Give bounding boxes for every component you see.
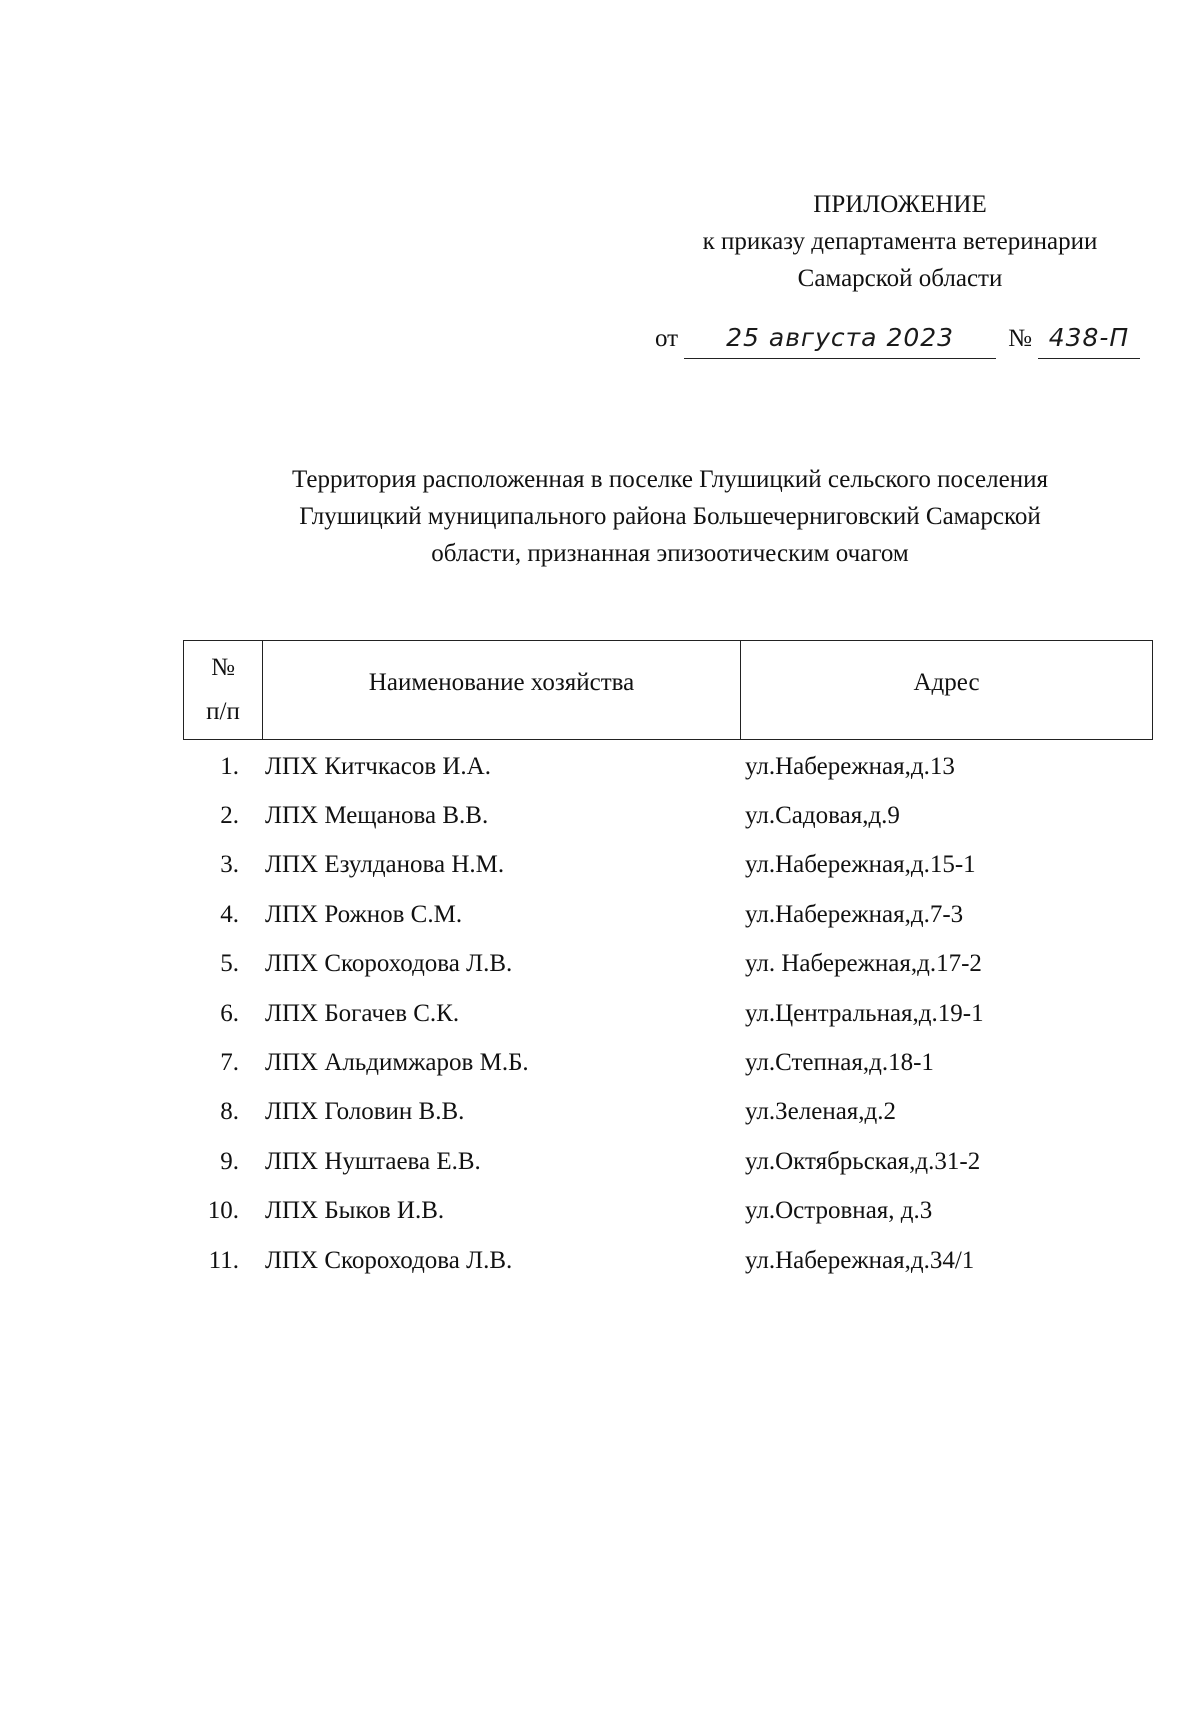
appendix-line-2: Самарской области bbox=[797, 265, 1003, 292]
header-cell-number bbox=[184, 641, 263, 739]
household-address: ул.Центральная,д.19-1 bbox=[745, 999, 984, 1027]
row-number: 6. bbox=[220, 999, 239, 1027]
order-date-line bbox=[655, 318, 1155, 359]
household-name: ЛПХ Богачев С.К. bbox=[265, 999, 460, 1027]
heading-line-2: Глушицкий муниципального района Большечерниговский Самарской bbox=[299, 503, 1041, 530]
header-number-sign: № bbox=[211, 654, 235, 681]
row-number: 4. bbox=[220, 900, 239, 928]
row-number: 5. bbox=[220, 950, 239, 978]
household-name: ЛПХ Скороходова Л.В. bbox=[265, 950, 513, 978]
household-address: ул.Набережная,д.7-3 bbox=[745, 900, 964, 928]
heading-line-1: Территория расположенная в поселке Глушицкий сельского поселения bbox=[292, 466, 1048, 493]
household-address: ул.Октябрьская,д.31-2 bbox=[745, 1147, 981, 1175]
household-address: ул.Степная,д.18-1 bbox=[745, 1049, 934, 1077]
table-row bbox=[183, 1088, 1153, 1137]
header-number-pp: п/п bbox=[206, 698, 240, 725]
household-name: ЛПХ Рожнов С.М. bbox=[265, 900, 463, 928]
header-cell-address: Адрес bbox=[913, 669, 980, 696]
table-row bbox=[183, 791, 1153, 840]
territory-heading bbox=[220, 461, 1120, 572]
table-header bbox=[183, 640, 1153, 740]
header-cell-name: Наименование хозяйства bbox=[263, 641, 741, 739]
household-name: ЛПХ Мещанова В.В. bbox=[265, 802, 489, 830]
appendix-title: ПРИЛОЖЕНИЕ bbox=[813, 191, 987, 218]
handwritten-number: 438-П bbox=[1038, 318, 1140, 359]
household-name: ЛПХ Головин В.В. bbox=[265, 1098, 465, 1126]
household-address: ул.Набережная,д.13 bbox=[745, 752, 955, 780]
row-number: 1. bbox=[220, 752, 239, 780]
row-number: 2. bbox=[220, 802, 239, 830]
table-row bbox=[183, 1137, 1153, 1186]
row-number: 9. bbox=[220, 1147, 239, 1175]
row-number: 11. bbox=[208, 1246, 239, 1274]
household-name: ЛПХ Быков И.В. bbox=[265, 1197, 445, 1225]
household-address: ул.Зеленая,д.2 bbox=[745, 1098, 897, 1126]
number-sign: № bbox=[1008, 325, 1032, 352]
household-name: ЛПХ Езулданова Н.М. bbox=[265, 851, 505, 879]
date-prefix: от bbox=[655, 325, 679, 352]
household-address: ул. Набережная,д.17-2 bbox=[745, 950, 982, 978]
table-row bbox=[183, 940, 1153, 989]
household-address: ул.Набережная,д.15-1 bbox=[745, 851, 976, 879]
appendix-line-1: к приказу департамента ветеринарии bbox=[702, 228, 1098, 255]
table-row bbox=[183, 1236, 1153, 1285]
row-number: 7. bbox=[220, 1049, 239, 1077]
household-name: ЛПХ Скороходова Л.В. bbox=[265, 1246, 513, 1274]
table-row bbox=[183, 1187, 1153, 1236]
appendix-block bbox=[640, 186, 1160, 297]
household-address: ул.Садовая,д.9 bbox=[745, 802, 900, 830]
household-address: ул.Набережная,д.34/1 bbox=[745, 1246, 975, 1274]
household-name: ЛПХ Нуштаева Е.В. bbox=[265, 1147, 481, 1175]
heading-line-3: области, признанная эпизоотическим очагом bbox=[431, 540, 909, 567]
table-row bbox=[183, 841, 1153, 890]
table-row bbox=[183, 1038, 1153, 1087]
household-address: ул.Островная, д.3 bbox=[745, 1197, 933, 1225]
household-name: ЛПХ Альдимжаров М.Б. bbox=[265, 1049, 529, 1077]
household-name: ЛПХ Китчкасов И.А. bbox=[265, 752, 491, 780]
row-number: 8. bbox=[220, 1098, 239, 1126]
handwritten-date: 25 августа 2023 bbox=[684, 318, 996, 359]
row-number: 10. bbox=[207, 1197, 239, 1225]
table-row bbox=[183, 989, 1153, 1038]
row-number: 3. bbox=[220, 851, 239, 879]
table-row bbox=[183, 890, 1153, 939]
table-body bbox=[183, 742, 1153, 1285]
table-row bbox=[183, 742, 1153, 791]
